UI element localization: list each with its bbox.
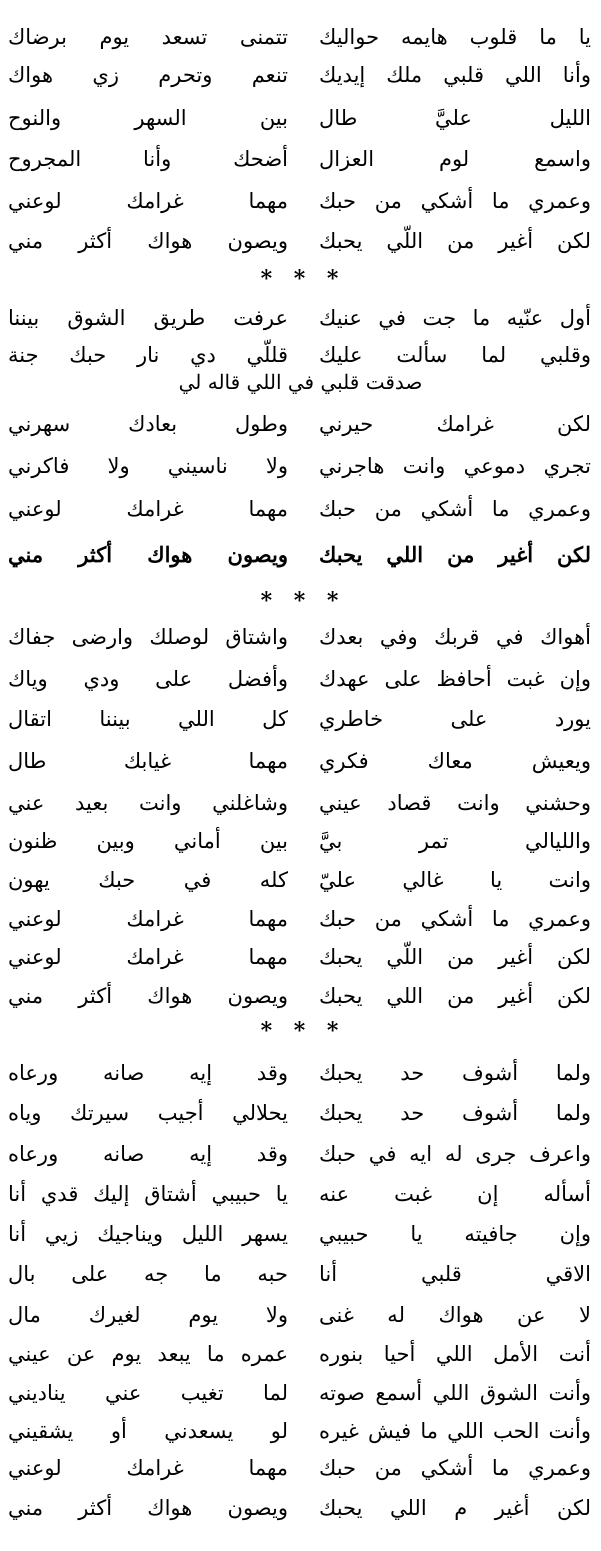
verse-hemistich-first: وأنا اللي قلبي ملك إيديك: [319, 63, 591, 87]
verse-line: [0, 299, 601, 337]
verse-hemistich-second: وأفضل على ودي وياك: [8, 667, 288, 691]
verse-hemistich-second: ويصون هواك أكثر مني: [8, 1496, 288, 1520]
verse-line: [0, 222, 601, 260]
verse-line: [0, 1054, 601, 1092]
verse-hemistich-second: ويصون هواك أكثر مني: [8, 984, 288, 1008]
verse-line: [0, 1412, 601, 1450]
verse-line: [0, 1449, 601, 1487]
verse-hemistich-second: مهما غرامك لوعني: [8, 1456, 288, 1480]
verse-line: [0, 742, 601, 780]
verse-hemistich-first: والليالي تمر بيَّ: [319, 829, 591, 853]
centered-verse: صدقت قلبي في اللي قاله لي: [178, 370, 423, 394]
verse-hemistich-first: وانت يا غالي عليّ: [319, 868, 591, 892]
verse-hemistich-first: أسأله إن غبت عنه: [319, 1182, 591, 1206]
verse-line: [0, 18, 601, 56]
verse-line: [0, 1489, 601, 1527]
verse-hemistich-first: لكن أغير من اللي يحبك: [319, 984, 591, 1008]
verse-hemistich-second: مهما غرامك لوعني: [8, 189, 288, 213]
verse-line: [0, 900, 601, 938]
verse-hemistich-second: مهما غرامك لوعني: [8, 497, 288, 521]
verse-line: [0, 1094, 601, 1132]
verse-hemistich-first: وقلبي لما سألت عليك: [319, 343, 591, 367]
verse-hemistich-first: أنت الأمل اللي أحيا بنوره: [319, 1342, 591, 1366]
verse-hemistich-second: بين أماني وبين ظنون: [8, 829, 288, 853]
verse-hemistich-first: وعمري ما أشكي من حبك: [319, 1456, 591, 1480]
verse-hemistich-second: وقد إيه صانه ورعاه: [8, 1142, 288, 1166]
verse-line: [0, 618, 601, 656]
verse-hemistich-first: ولما أشوف حد يحبك: [319, 1061, 591, 1085]
verse-hemistich-second: لما تغيب عني يناديني: [8, 1381, 288, 1405]
verse-hemistich-second: مهما غرامك لوعني: [8, 907, 288, 931]
verse-line: [0, 1135, 601, 1173]
verse-hemistich-second: يا حبيبي أشتاق إليك قدي أنا: [8, 1182, 288, 1206]
verse-line: [0, 977, 601, 1015]
verse-hemistich-second: ويصون هواك أكثر مني: [8, 542, 288, 567]
verse-hemistich-first: أول عنّيه ما جت في عنيك: [319, 306, 591, 330]
verse-line: [0, 1175, 601, 1213]
verse-hemistich-first: وعمري ما أشكي من حبك: [319, 907, 591, 931]
verse-hemistich-first: تجري دموعي وانت هاجرني: [319, 454, 591, 478]
section-separator: * * *: [260, 266, 341, 292]
verse-hemistich-second: عمره ما يبعد يوم عن عيني: [8, 1342, 288, 1366]
verse-line: [0, 1335, 601, 1373]
verse-hemistich-second: عرفت طريق الشوق بيننا: [8, 306, 288, 330]
verse-hemistich-second: مهما غرامك لوعني: [8, 945, 288, 969]
verse-line: [0, 822, 601, 860]
section-separator: * * *: [260, 1018, 341, 1044]
verse-hemistich-second: أضحك وأنا المجروح: [8, 147, 288, 171]
verse-hemistich-second: ويصون هواك أكثر مني: [8, 229, 288, 253]
verse-hemistich-first: لكن أغير م اللي يحبك: [319, 1496, 591, 1520]
verse-hemistich-first: يا ما قلوب هايمه حواليك: [319, 25, 591, 49]
verse-line: [0, 56, 601, 94]
verse-hemistich-second: يحلالي أجيب سيرتك وياه: [8, 1101, 288, 1125]
verse-line: [0, 140, 601, 178]
verse-hemistich-second: تتمنى تسعد يوم برضاك: [8, 25, 288, 49]
verse-hemistich-first: وعمري ما أشكي من حبك: [319, 189, 591, 213]
verse-hemistich-second: وطول بعادك سهرني: [8, 412, 288, 436]
verse-hemistich-first: لكن أغير من اللّي يحبك: [319, 945, 591, 969]
verse-hemistich-first: لا عن هواك له غنى: [319, 1303, 591, 1327]
verse-hemistich-second: بين السهر والنوح: [8, 106, 288, 130]
verse-hemistich-second: يسهر الليل ويناجيك زيي أنا: [8, 1222, 288, 1246]
verse-line: [0, 405, 601, 443]
verse-hemistich-first: واسمع لوم العزال: [319, 147, 591, 171]
verse-line: [0, 490, 601, 528]
verse-hemistich-first: وأنت الحب اللي ما فيش غيره: [319, 1419, 591, 1443]
verse-line: [0, 700, 601, 738]
verse-hemistich-first: وإن جافيته يا حبيبي: [319, 1222, 591, 1246]
section-separator: * * *: [260, 588, 341, 614]
verse-hemistich-first: الليل عليَّ طال: [319, 106, 591, 130]
verse-line: [0, 660, 601, 698]
verse-hemistich-first: أهواك في قربك وفي بعدك: [319, 625, 591, 649]
verse-hemistich-second: قللّي دي نار حبك جنة: [8, 343, 288, 367]
verse-hemistich-second: كله في حبك يهون: [8, 868, 288, 892]
verse-line: [0, 861, 601, 899]
verse-line: [0, 1296, 601, 1334]
verse-hemistich-first: وعمري ما أشكي من حبك: [319, 497, 591, 521]
verse-hemistich-first: لكن أغير من اللي يحبك: [319, 542, 591, 567]
verse-hemistich-second: مهما غيابك طال: [8, 749, 288, 773]
verse-hemistich-first: ولما أشوف حد يحبك: [319, 1101, 591, 1125]
verse-hemistich-first: وحشني وانت قصاد عيني: [319, 791, 591, 815]
verse-line: [0, 1215, 601, 1253]
verse-line: [0, 1255, 601, 1293]
verse-hemistich-second: وشاغلني وانت بعيد عني: [8, 791, 288, 815]
verse-hemistich-second: حبه ما جه على بال: [8, 1262, 288, 1286]
verse-line: [0, 447, 601, 485]
verse-hemistich-first: وإن غبت أحافظ على عهدك: [319, 667, 591, 691]
verse-line: [0, 1374, 601, 1412]
verse-hemistich-first: يورد على خاطري: [319, 707, 591, 731]
verse-line: [0, 182, 601, 220]
verse-line: [0, 99, 601, 137]
verse-hemistich-first: وأنت الشوق اللي أسمع صوته: [319, 1381, 591, 1405]
verse-hemistich-second: ولا يوم لغيرك مال: [8, 1303, 288, 1327]
verse-hemistich-second: وقد إيه صانه ورعاه: [8, 1061, 288, 1085]
verse-hemistich-second: كل اللي بيننا اتقال: [8, 707, 288, 731]
verse-hemistich-second: ولا ناسيني ولا فاكرني: [8, 454, 288, 478]
verse-line: [0, 938, 601, 976]
verse-hemistich-second: لو يسعدني أو يشقيني: [8, 1419, 288, 1443]
verse-line: [0, 536, 601, 574]
verse-hemistich-first: واعرف جرى له ايه في حبك: [319, 1142, 591, 1166]
verse-hemistich-first: لكن أغير من اللّي يحبك: [319, 229, 591, 253]
verse-hemistich-second: تنعم وتحرم زي هواك: [8, 63, 288, 87]
verse-hemistich-first: لكن غرامك حيرني: [319, 412, 591, 436]
verse-hemistich-first: ويعيش معاك فكري: [319, 749, 591, 773]
verse-hemistich-second: واشتاق لوصلك وارضى جفاك: [8, 625, 288, 649]
verse-hemistich-first: الاقي قلبي أنا: [319, 1262, 591, 1286]
verse-line: [0, 784, 601, 822]
